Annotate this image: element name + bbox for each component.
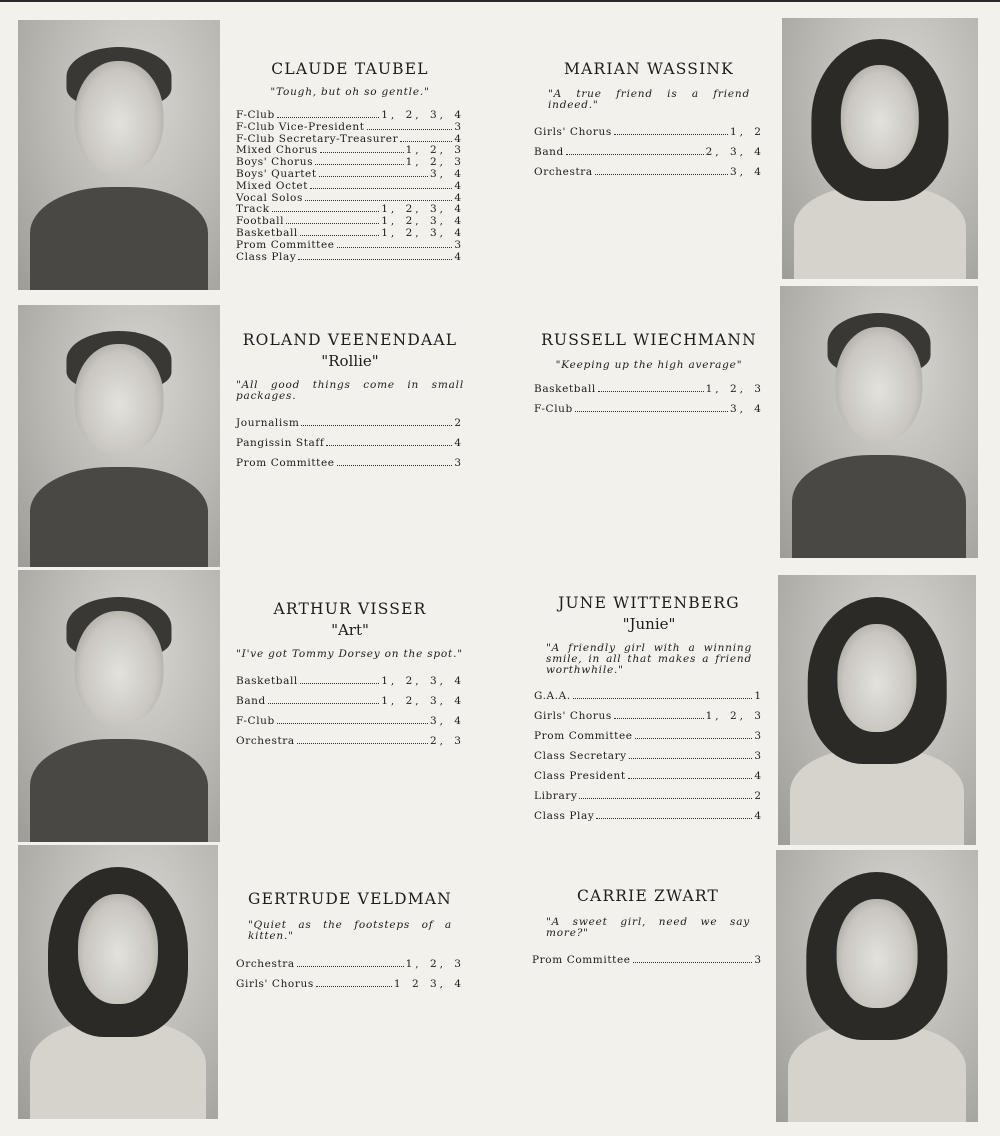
- student-nickname: "Junie": [622, 615, 676, 633]
- student-quote: "Quiet as the footsteps of a kitten.": [248, 919, 452, 942]
- student-name: MARIAN WASSINK: [564, 60, 734, 78]
- page-top-rule: [0, 0, 1000, 2]
- activity-item: Orchestra 3, 4: [534, 166, 764, 178]
- student-entry-marian-wassink: [534, 60, 764, 182]
- student-quote: "All good things come in small packages.: [236, 379, 464, 402]
- portrait-arthur-visser: [18, 570, 220, 842]
- activity-item: Mixed Octet 4: [236, 179, 464, 192]
- activity-list: [236, 954, 464, 994]
- student-entry-claude-taubel: [236, 60, 464, 263]
- activity-item: F-Club 1, 2, 3, 4: [236, 109, 464, 121]
- student-entry-arthur-visser: [236, 600, 464, 751]
- activity-item: Class Play 4: [534, 810, 764, 822]
- activity-item: Prom Committee 3: [236, 238, 464, 251]
- activity-list: [236, 110, 464, 263]
- activity-list: [236, 413, 464, 473]
- student-quote: "Tough, but oh so gentle.": [270, 86, 430, 98]
- activity-item: Class Secretary 3: [534, 750, 764, 762]
- student-entry-june-wittenberg: [534, 594, 764, 826]
- activity-list: [236, 671, 464, 751]
- activity-item: Class Play 4: [236, 250, 464, 263]
- activity-item: F-Club 3, 4: [236, 715, 464, 727]
- student-nickname: "Rollie": [321, 352, 379, 370]
- student-name: CARRIE ZWART: [576, 887, 720, 905]
- activity-item: Library 2: [534, 790, 764, 802]
- student-nickname: "Art": [331, 621, 369, 639]
- student-name: ARTHUR VISSER: [273, 600, 427, 618]
- activity-item: Class President 4: [534, 770, 764, 782]
- activity-item: Prom Committee 3: [236, 457, 464, 469]
- portrait-roland-veenendaal: [18, 305, 220, 567]
- activity-item: Boys' Quartet 3, 4: [236, 167, 464, 180]
- portrait-marian-wassink: [782, 18, 978, 279]
- student-name: RUSSELL WIECHMANN: [541, 331, 757, 349]
- activity-item: Basketball 1, 2, 3, 4: [236, 226, 464, 239]
- student-entry-russell-wiechmann: [534, 331, 764, 419]
- activity-item: Journalism 2: [236, 417, 464, 429]
- activity-item: F-Club Secretary-Treasurer 4: [236, 132, 464, 145]
- activity-item: F-Club Vice-President 3: [236, 120, 464, 133]
- activity-list: [534, 379, 764, 419]
- portrait-claude-taubel: [18, 20, 220, 290]
- student-name: CLAUDE TAUBEL: [271, 60, 429, 78]
- student-entry-gertrude-veldman: [236, 890, 464, 994]
- activity-item: Band 1, 2, 3, 4: [236, 695, 464, 707]
- activity-item: Boys' Chorus 1, 2, 3: [236, 156, 464, 169]
- activity-item: Pangissin Staff 4: [236, 437, 464, 449]
- student-name: JUNE WITTENBERG: [558, 594, 740, 612]
- student-quote: "A sweet girl, need we say more?": [546, 916, 750, 939]
- activity-item: Girls' Chorus 1, 2, 3: [534, 710, 764, 722]
- activity-item: Band 2, 3, 4: [534, 146, 764, 158]
- activity-item: Basketball 1, 2, 3: [534, 383, 764, 395]
- student-entry-roland-veenendaal: [236, 331, 464, 473]
- activity-item: Prom Committee 3: [532, 954, 764, 966]
- activity-item: Basketball 1, 2, 3, 4: [236, 675, 464, 687]
- portrait-russell-wiechmann: [780, 286, 978, 558]
- activity-item: Orchestra 2, 3: [236, 735, 464, 747]
- activity-item: Girls' Chorus 1, 2: [534, 126, 764, 138]
- portrait-gertrude-veldman: [18, 845, 218, 1119]
- activity-list: [532, 950, 764, 970]
- portrait-carrie-zwart: [776, 850, 978, 1122]
- activity-item: Girls' Chorus 1 2 3, 4: [236, 978, 464, 990]
- activity-item: Track 1, 2, 3, 4: [236, 203, 464, 216]
- activity-list: [534, 122, 764, 182]
- activity-item: Prom Committee 3: [534, 730, 764, 742]
- activity-list: [534, 686, 764, 826]
- activity-item: Orchestra 1, 2, 3: [236, 958, 464, 970]
- activity-item: G.A.A. 1: [534, 690, 764, 702]
- student-name: GERTRUDE VELDMAN: [248, 890, 452, 908]
- student-entry-carrie-zwart: [532, 887, 764, 970]
- activity-item: Football 1, 2, 3, 4: [236, 215, 464, 228]
- student-quote: "Keeping up the high average": [555, 359, 743, 371]
- activity-item: F-Club 3, 4: [534, 403, 764, 415]
- portrait-june-wittenberg: [778, 575, 976, 845]
- activity-item: Mixed Chorus 1, 2, 3: [236, 144, 464, 157]
- student-quote: "A true friend is a friend indeed.": [548, 88, 750, 111]
- student-quote: "I've got Tommy Dorsey on the spot.": [236, 648, 463, 660]
- activity-item: Vocal Solos 4: [236, 191, 464, 204]
- student-name: ROLAND VEENENDAAL: [242, 331, 458, 349]
- student-quote: "A friendly girl with a winning smile, in all that makes a friend worthwhile.": [546, 642, 752, 676]
